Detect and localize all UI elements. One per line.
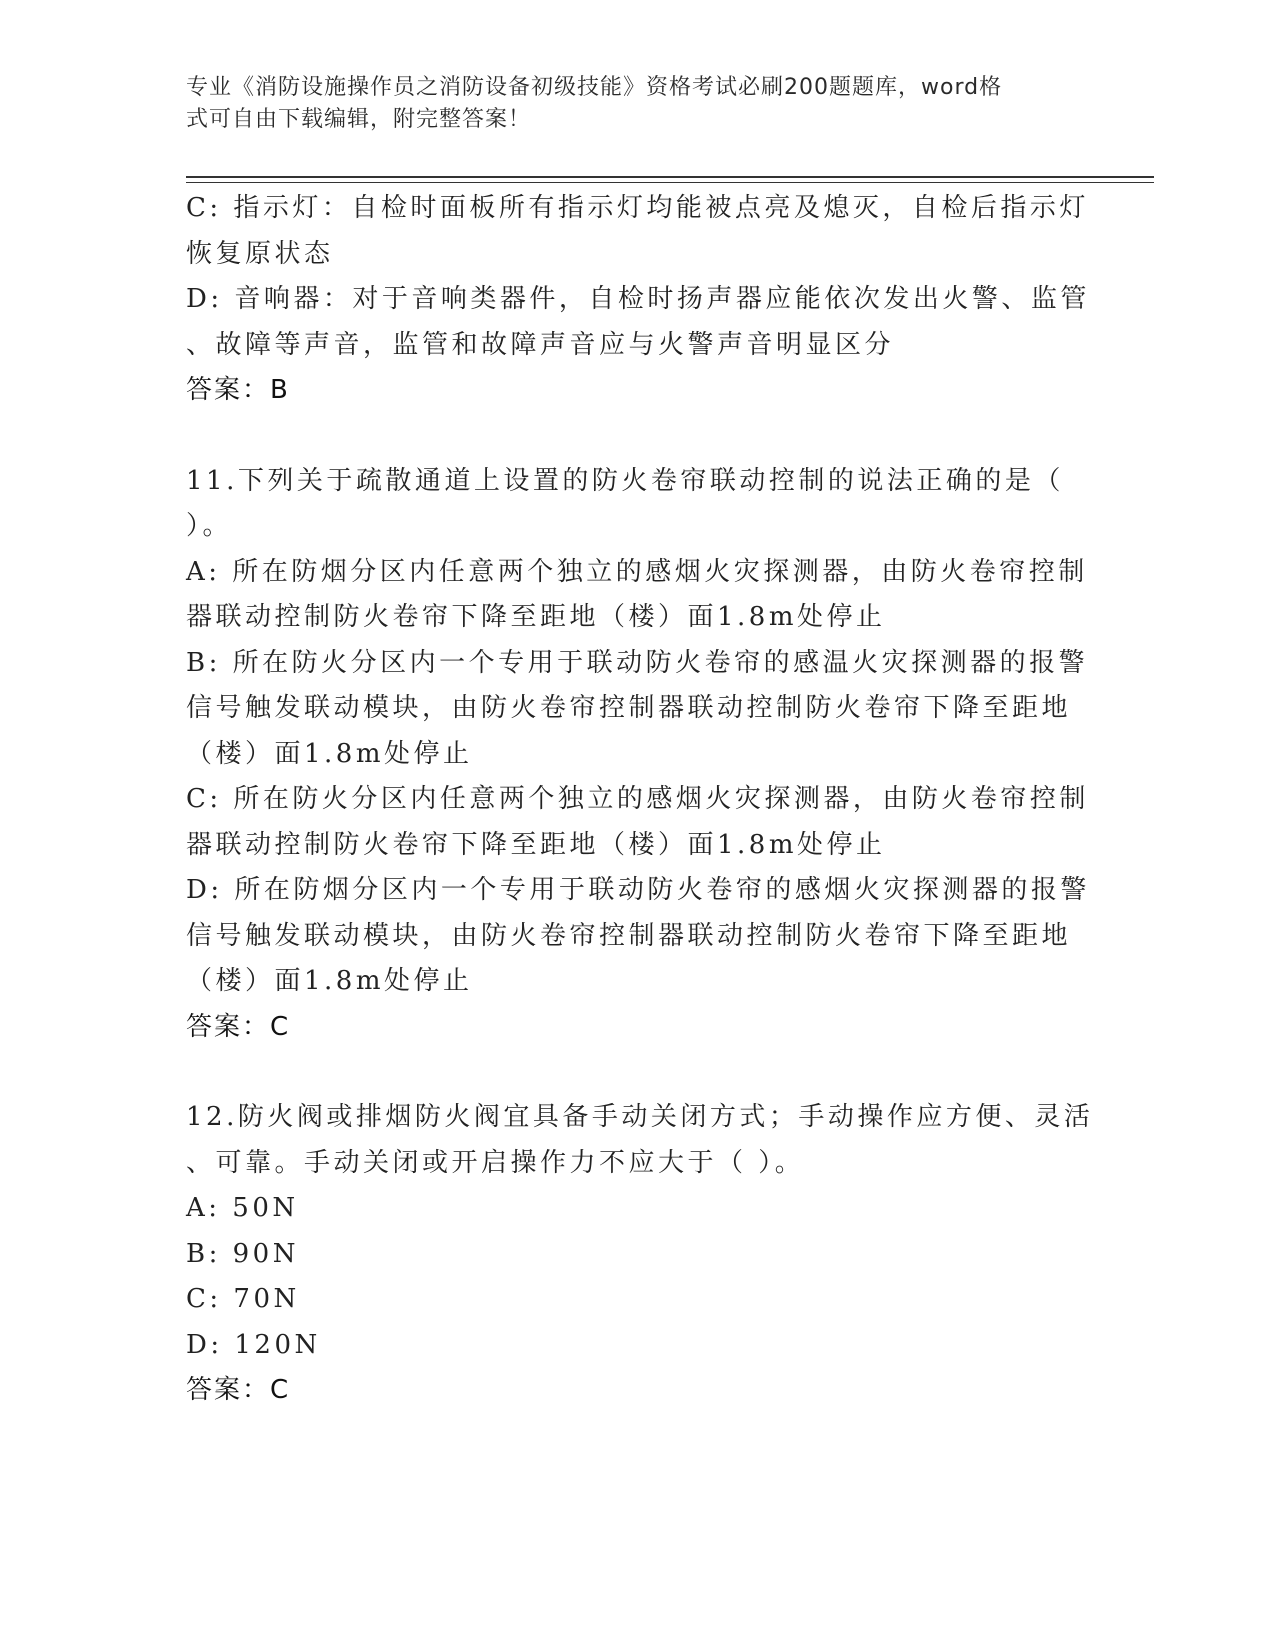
option-a-line: A: 所在防烟分区内任意两个独立的感烟火灾探测器，由防火卷帘控制 [186, 556, 1088, 587]
option-c-line: 器联动控制防火卷帘下降至距地（楼）面1.8m处停止 [186, 829, 886, 860]
answer-line: 答案：C [186, 1011, 291, 1042]
option-c-line: C: 指示灯：自检时面板所有指示灯均能被点亮及熄灭，自检后指示灯 [186, 193, 1089, 223]
header-divider-thick [186, 176, 1154, 178]
option-b-line: B: 90N [186, 1238, 299, 1269]
option-c-line: C: 所在防火分区内任意两个独立的感烟火灾探测器，由防火卷帘控制 [186, 784, 1089, 814]
answer-line: 答案：C [186, 1375, 291, 1405]
option-d-line: （楼）面1.8m处停止 [186, 966, 473, 996]
option-d-line: D: 120N [186, 1329, 321, 1360]
header-line-1: 专业《消防设施操作员之消防设备初级技能》资格考试必刷200题题库，word格 [186, 75, 1003, 100]
option-a-line: A: 50N [186, 1193, 299, 1223]
header-line-2: 式可自由下载编辑，附完整答案！ [186, 107, 532, 132]
question-10-tail [186, 186, 1090, 414]
option-d-line: D: 音响器：对于音响类器件，自检时扬声器应能依次发出火警、监管 [186, 284, 1090, 314]
option-c-line: C: 70N [186, 1284, 300, 1314]
option-b-line: 信号触发联动模块，由防火卷帘控制器联动控制防火卷帘下降至距地 [186, 693, 1072, 723]
option-d-line: D: 所在防烟分区内一个专用于联动防火卷帘的感烟火灾探测器的报警 [186, 875, 1090, 905]
header-divider-thin [186, 182, 1154, 183]
document-header [186, 72, 1066, 136]
question-stem-line: 、可靠。手动关闭或开启操作力不应大于（ ）。 [186, 1147, 805, 1178]
option-b-line: B: 所在防火分区内一个专用于联动防火卷帘的感温火灾探测器的报警 [186, 647, 1089, 678]
question-stem-line: 12.防火阀或排烟防火阀宜具备手动关闭方式；手动操作应方便、灵活 [186, 1102, 1094, 1132]
question-12 [186, 1095, 1094, 1414]
option-c-line: 恢复原状态 [186, 238, 334, 269]
question-stem-line: 11.下列关于疏散通道上设置的防火卷帘联动控制的说法正确的是（ [186, 465, 1064, 496]
answer-line: 答案：B [186, 375, 290, 405]
question-11 [186, 459, 1090, 1051]
option-a-line: 器联动控制防火卷帘下降至距地（楼）面1.8m处停止 [186, 602, 886, 632]
document-body [186, 186, 1094, 1414]
option-b-line: （楼）面1.8m处停止 [186, 738, 473, 769]
option-d-line: 、故障等声音，监管和故障声音应与火警声音明显区分 [186, 329, 895, 360]
option-d-line: 信号触发联动模块，由防火卷帘控制器联动控制防火卷帘下降至距地 [186, 920, 1072, 951]
question-stem-line: ）。 [186, 511, 233, 541]
